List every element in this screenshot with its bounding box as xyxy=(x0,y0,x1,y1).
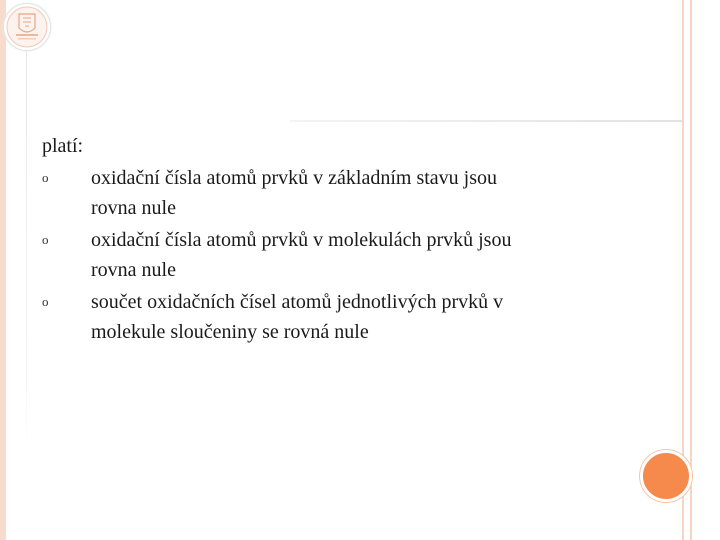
left-accent-band xyxy=(0,0,6,540)
school-crest-icon xyxy=(3,3,51,51)
bullet-line: rovna nule xyxy=(91,197,176,219)
title-separator-line xyxy=(290,120,682,122)
bullet-marker: o xyxy=(42,232,49,247)
bullet-line: molekule sloučeniny se rovná nule xyxy=(91,321,369,343)
inner-vertical-line xyxy=(26,50,27,450)
bullet-marker: o xyxy=(42,170,49,185)
slide-body xyxy=(42,131,642,349)
accent-circle xyxy=(640,450,692,502)
bullet-line: součet oxidačních čísel atomů jednotlivých prvků v xyxy=(91,291,504,313)
right-accent-line xyxy=(690,0,692,540)
bullet-item xyxy=(42,225,642,285)
bullet-item xyxy=(42,287,642,347)
bullet-line: oxidační čísla atomů prvků v základním stavu jsou xyxy=(91,167,498,189)
slide-heading: platí: xyxy=(42,135,84,157)
bullet-line: rovna nule xyxy=(91,259,176,281)
bullet-item xyxy=(42,163,642,223)
bullet-line: oxidační čísla atomů prvků v molekulách prvků jsou xyxy=(91,229,512,251)
bullet-marker: o xyxy=(42,294,49,309)
